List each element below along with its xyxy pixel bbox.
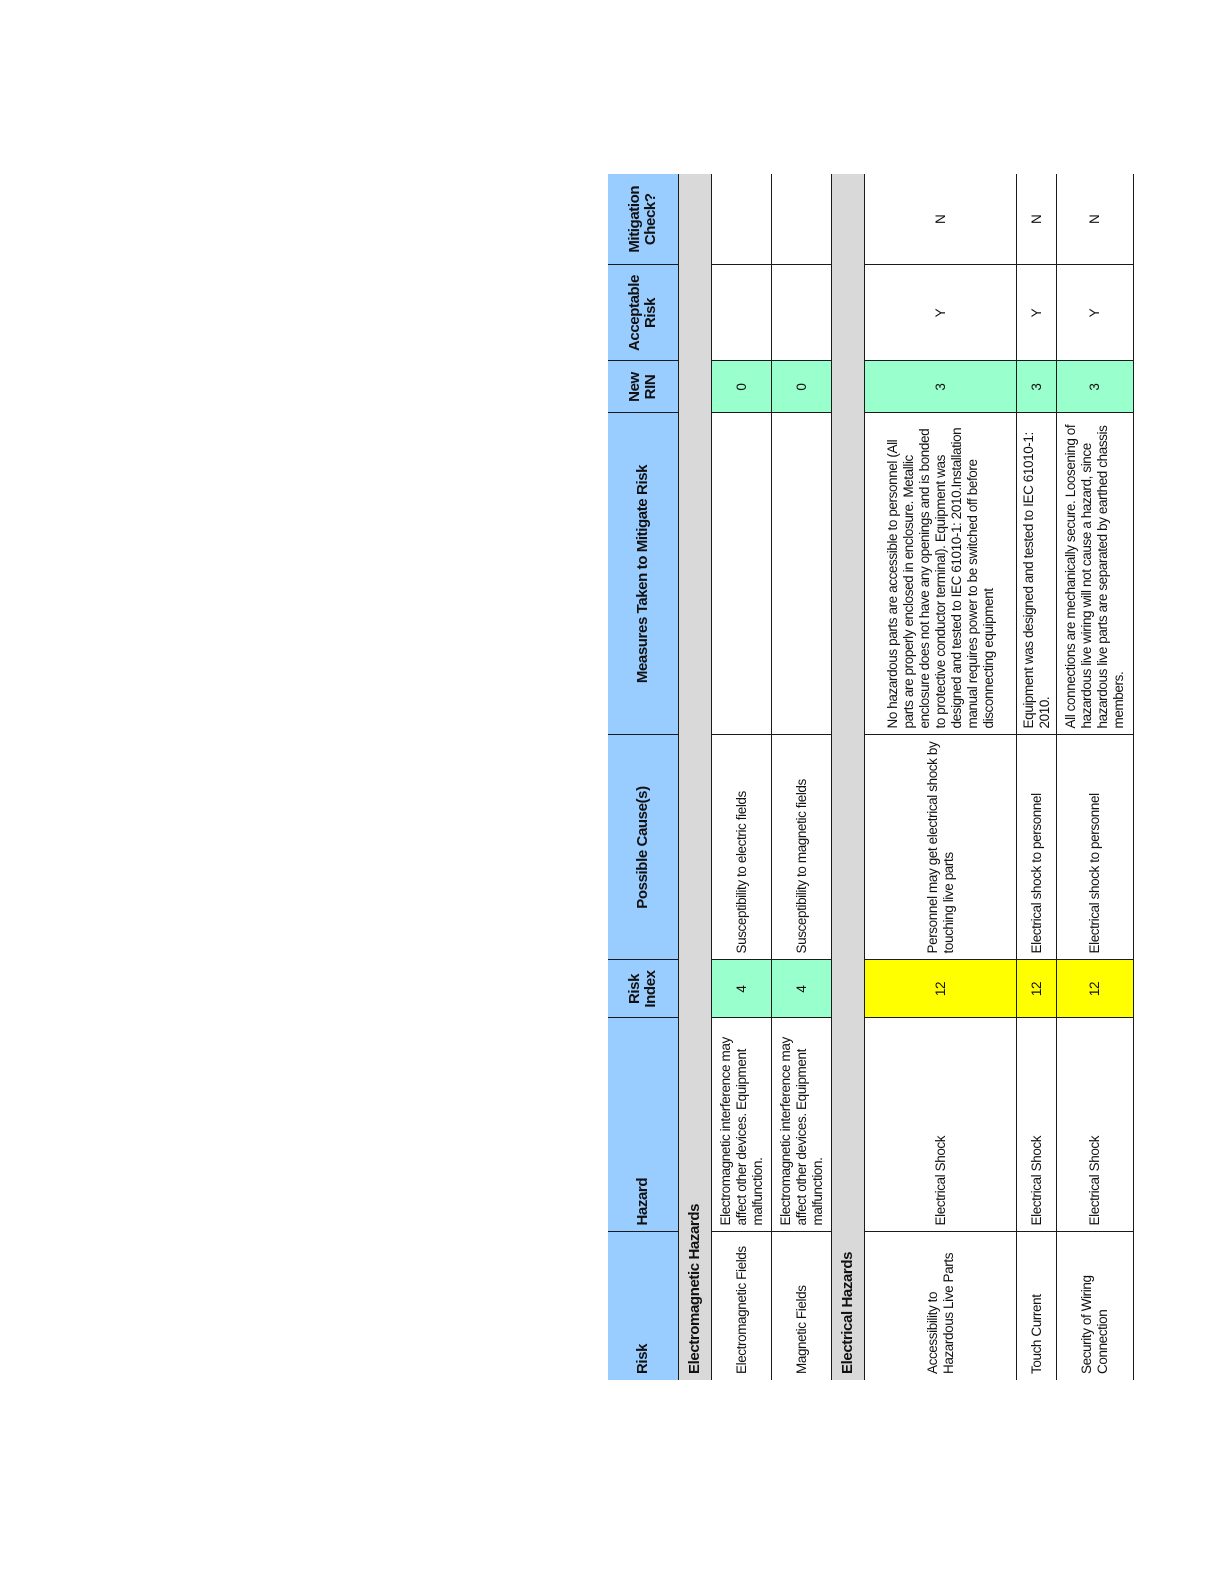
cause-cell: Personnel may get electrical shock by touching live parts xyxy=(865,735,1017,960)
new-rin-cell: 3 xyxy=(1057,361,1134,413)
risk-cell: Security of Wiring Connection xyxy=(1057,1232,1134,1380)
measures-cell: Equipment was designed and tested to IEC 61010-1: 2010. xyxy=(1017,413,1057,735)
header-row xyxy=(608,174,679,1380)
table-row xyxy=(772,174,832,1380)
hazard-cell: Electrical Shock xyxy=(865,1018,1017,1232)
cause-cell: Electrical shock to personnel xyxy=(1017,735,1057,960)
risk-index-cell: 12 xyxy=(865,960,1017,1018)
header-measures: Measures Taken to Mitigate Risk xyxy=(608,413,679,735)
new-rin-cell: 0 xyxy=(772,361,832,413)
mitigation-check-cell xyxy=(712,174,772,265)
new-rin-cell: 3 xyxy=(1017,361,1057,413)
section-row xyxy=(679,174,712,1380)
table-row xyxy=(1017,174,1057,1380)
acceptable-risk-cell xyxy=(772,265,832,361)
measures-cell: No hazardous parts are accessible to personnel (All parts are properly enclosed in enclosure. Metallic enclosure does not have any openings and is bonded to protective conductor terminal). Equipment was designed and tested to IEC 61010-1: 2010.Installation manual requires power to be switched off before disconnecting equipment xyxy=(865,413,1017,735)
risk-index-cell: 12 xyxy=(1057,960,1134,1018)
header-acceptable-risk: Acceptable Risk xyxy=(608,265,679,361)
cause-cell: Electrical shock to personnel xyxy=(1057,735,1134,960)
header-mitigation-check: Mitigation Check? xyxy=(608,174,679,265)
hazard-cell: Electromagnetic interference may affect other devices. Equipment malfunction. xyxy=(712,1018,772,1232)
table-row xyxy=(865,174,1017,1380)
risk-cell: Magnetic Fields xyxy=(772,1232,832,1380)
risk-cell: Touch Current xyxy=(1017,1232,1057,1380)
measures-cell: All connections are mechanically secure. Loosening of hazardous live wiring will not cause a hazard, since hazardous live parts are separated by earthed chassis members. xyxy=(1057,413,1134,735)
hazard-cell: Electrical Shock xyxy=(1057,1018,1134,1232)
acceptable-risk-cell: Y xyxy=(1017,265,1057,361)
mitigation-check-cell: N xyxy=(1017,174,1057,265)
risk-index-cell: 4 xyxy=(712,960,772,1018)
measures-cell xyxy=(772,413,832,735)
section-title: Electrical Hazards xyxy=(832,174,865,1380)
mitigation-check-cell: N xyxy=(1057,174,1134,265)
new-rin-cell: 3 xyxy=(865,361,1017,413)
risk-cell: Accessibility to Hazardous Live Parts xyxy=(865,1232,1017,1380)
header-risk-index: Risk Index xyxy=(608,960,679,1018)
measures-cell xyxy=(712,413,772,735)
header-possible-causes: Possible Cause(s) xyxy=(608,735,679,960)
cause-cell: Susceptibility to magnetic fields xyxy=(772,735,832,960)
section-row xyxy=(832,174,865,1380)
rotated-risk-sheet xyxy=(608,174,1126,1380)
risk-assessment-table xyxy=(608,174,1134,1380)
mitigation-check-cell: N xyxy=(865,174,1017,265)
mitigation-check-cell xyxy=(772,174,832,265)
acceptable-risk-cell: Y xyxy=(865,265,1017,361)
table-row xyxy=(1057,174,1134,1380)
header-new-rin: New RIN xyxy=(608,361,679,413)
header-hazard: Hazard xyxy=(608,1018,679,1232)
header-risk: Risk xyxy=(608,1232,679,1380)
acceptable-risk-cell: Y xyxy=(1057,265,1134,361)
risk-index-cell: 4 xyxy=(772,960,832,1018)
table-row xyxy=(712,174,772,1380)
new-rin-cell: 0 xyxy=(712,361,772,413)
hazard-cell: Electrical Shock xyxy=(1017,1018,1057,1232)
risk-index-cell: 12 xyxy=(1017,960,1057,1018)
cause-cell: Susceptibility to electric fields xyxy=(712,735,772,960)
section-title: Electromagnetic Hazards xyxy=(679,174,712,1380)
risk-cell: Electromagnetic Fields xyxy=(712,1232,772,1380)
acceptable-risk-cell xyxy=(712,265,772,361)
hazard-cell: Electromagnetic interference may affect other devices. Equipment malfunction. xyxy=(772,1018,832,1232)
